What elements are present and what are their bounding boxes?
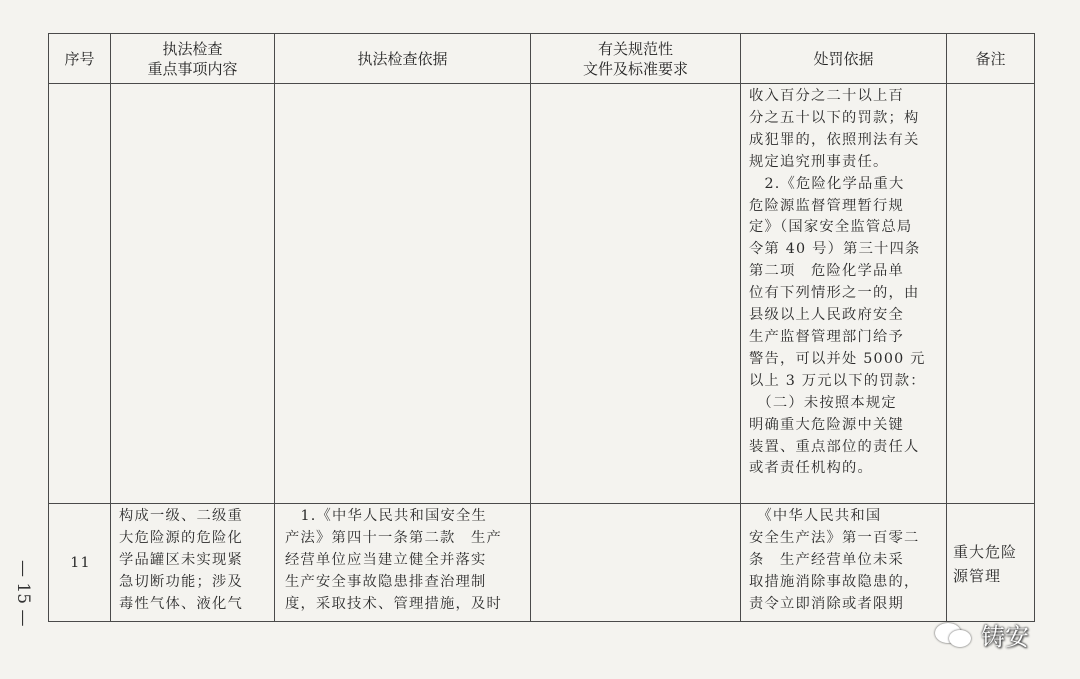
watermark-text: 铸安: [981, 623, 1029, 651]
watermark: [935, 617, 1029, 652]
row1-seq: [49, 84, 111, 504]
enforcement-table: [48, 33, 1035, 622]
table-row: [49, 84, 1035, 504]
page-number-text: — 15 —: [13, 560, 33, 627]
row1-note: [947, 84, 1035, 504]
wechat-icon: [935, 621, 975, 649]
row1-standard: [531, 84, 741, 504]
table-header-row: [49, 34, 1035, 84]
header-standard: 有关规范性 文件及标准要求: [531, 34, 741, 84]
row1-penalty: 收入百分之二十以上百 分之五十以下的罚款；构 成犯罪的，依照刑法有关 规定追究刑事责任。 2.《危险化学品重大 危险源监督管理暂行规 定》（国家安全监管总局 令第 40 号）第三十四条 第二项 危险化学品单 位有下列情形之一的，由 县级以上人民政府安全 生产监督管理部门给予 警告，可以并处 5000 元 以上 3 万元以下的罚款： （二）未按照本规定 明确重大危险源中关键 装置、重点部位的责任人 或者责任机构的。: [741, 84, 947, 504]
row2-standard: [531, 504, 741, 622]
header-penalty: 处罚依据: [741, 34, 947, 84]
row1-item: [111, 84, 275, 504]
header-seq: 序号: [49, 34, 111, 84]
row1-basis: [275, 84, 531, 504]
header-basis: 执法检查依据: [275, 34, 531, 84]
row2-penalty: 《中华人民共和国 安全生产法》第一百零二 条 生产经营单位未采 取措施消除事故隐患的， 责令立即消除或者限期: [741, 504, 947, 622]
table-row: [49, 504, 1035, 622]
row2-item: 构成一级、二级重 大危险源的危险化 学品罐区未实现紧 急切断功能；涉及 毒性气体、液化气: [111, 504, 275, 622]
header-item: 执法检查 重点事项内容: [111, 34, 275, 84]
row2-seq: 11: [49, 504, 111, 622]
page-number: [6, 560, 40, 630]
header-note: 备注: [947, 34, 1035, 84]
row2-basis: 1.《中华人民共和国安全生 产法》第四十一条第二款 生产 经营单位应当建立健全并落实 生产安全事故隐患排查治理制 度，采取技术、管理措施，及时: [275, 504, 531, 622]
row2-note: 重大危险 源管理: [947, 504, 1035, 622]
